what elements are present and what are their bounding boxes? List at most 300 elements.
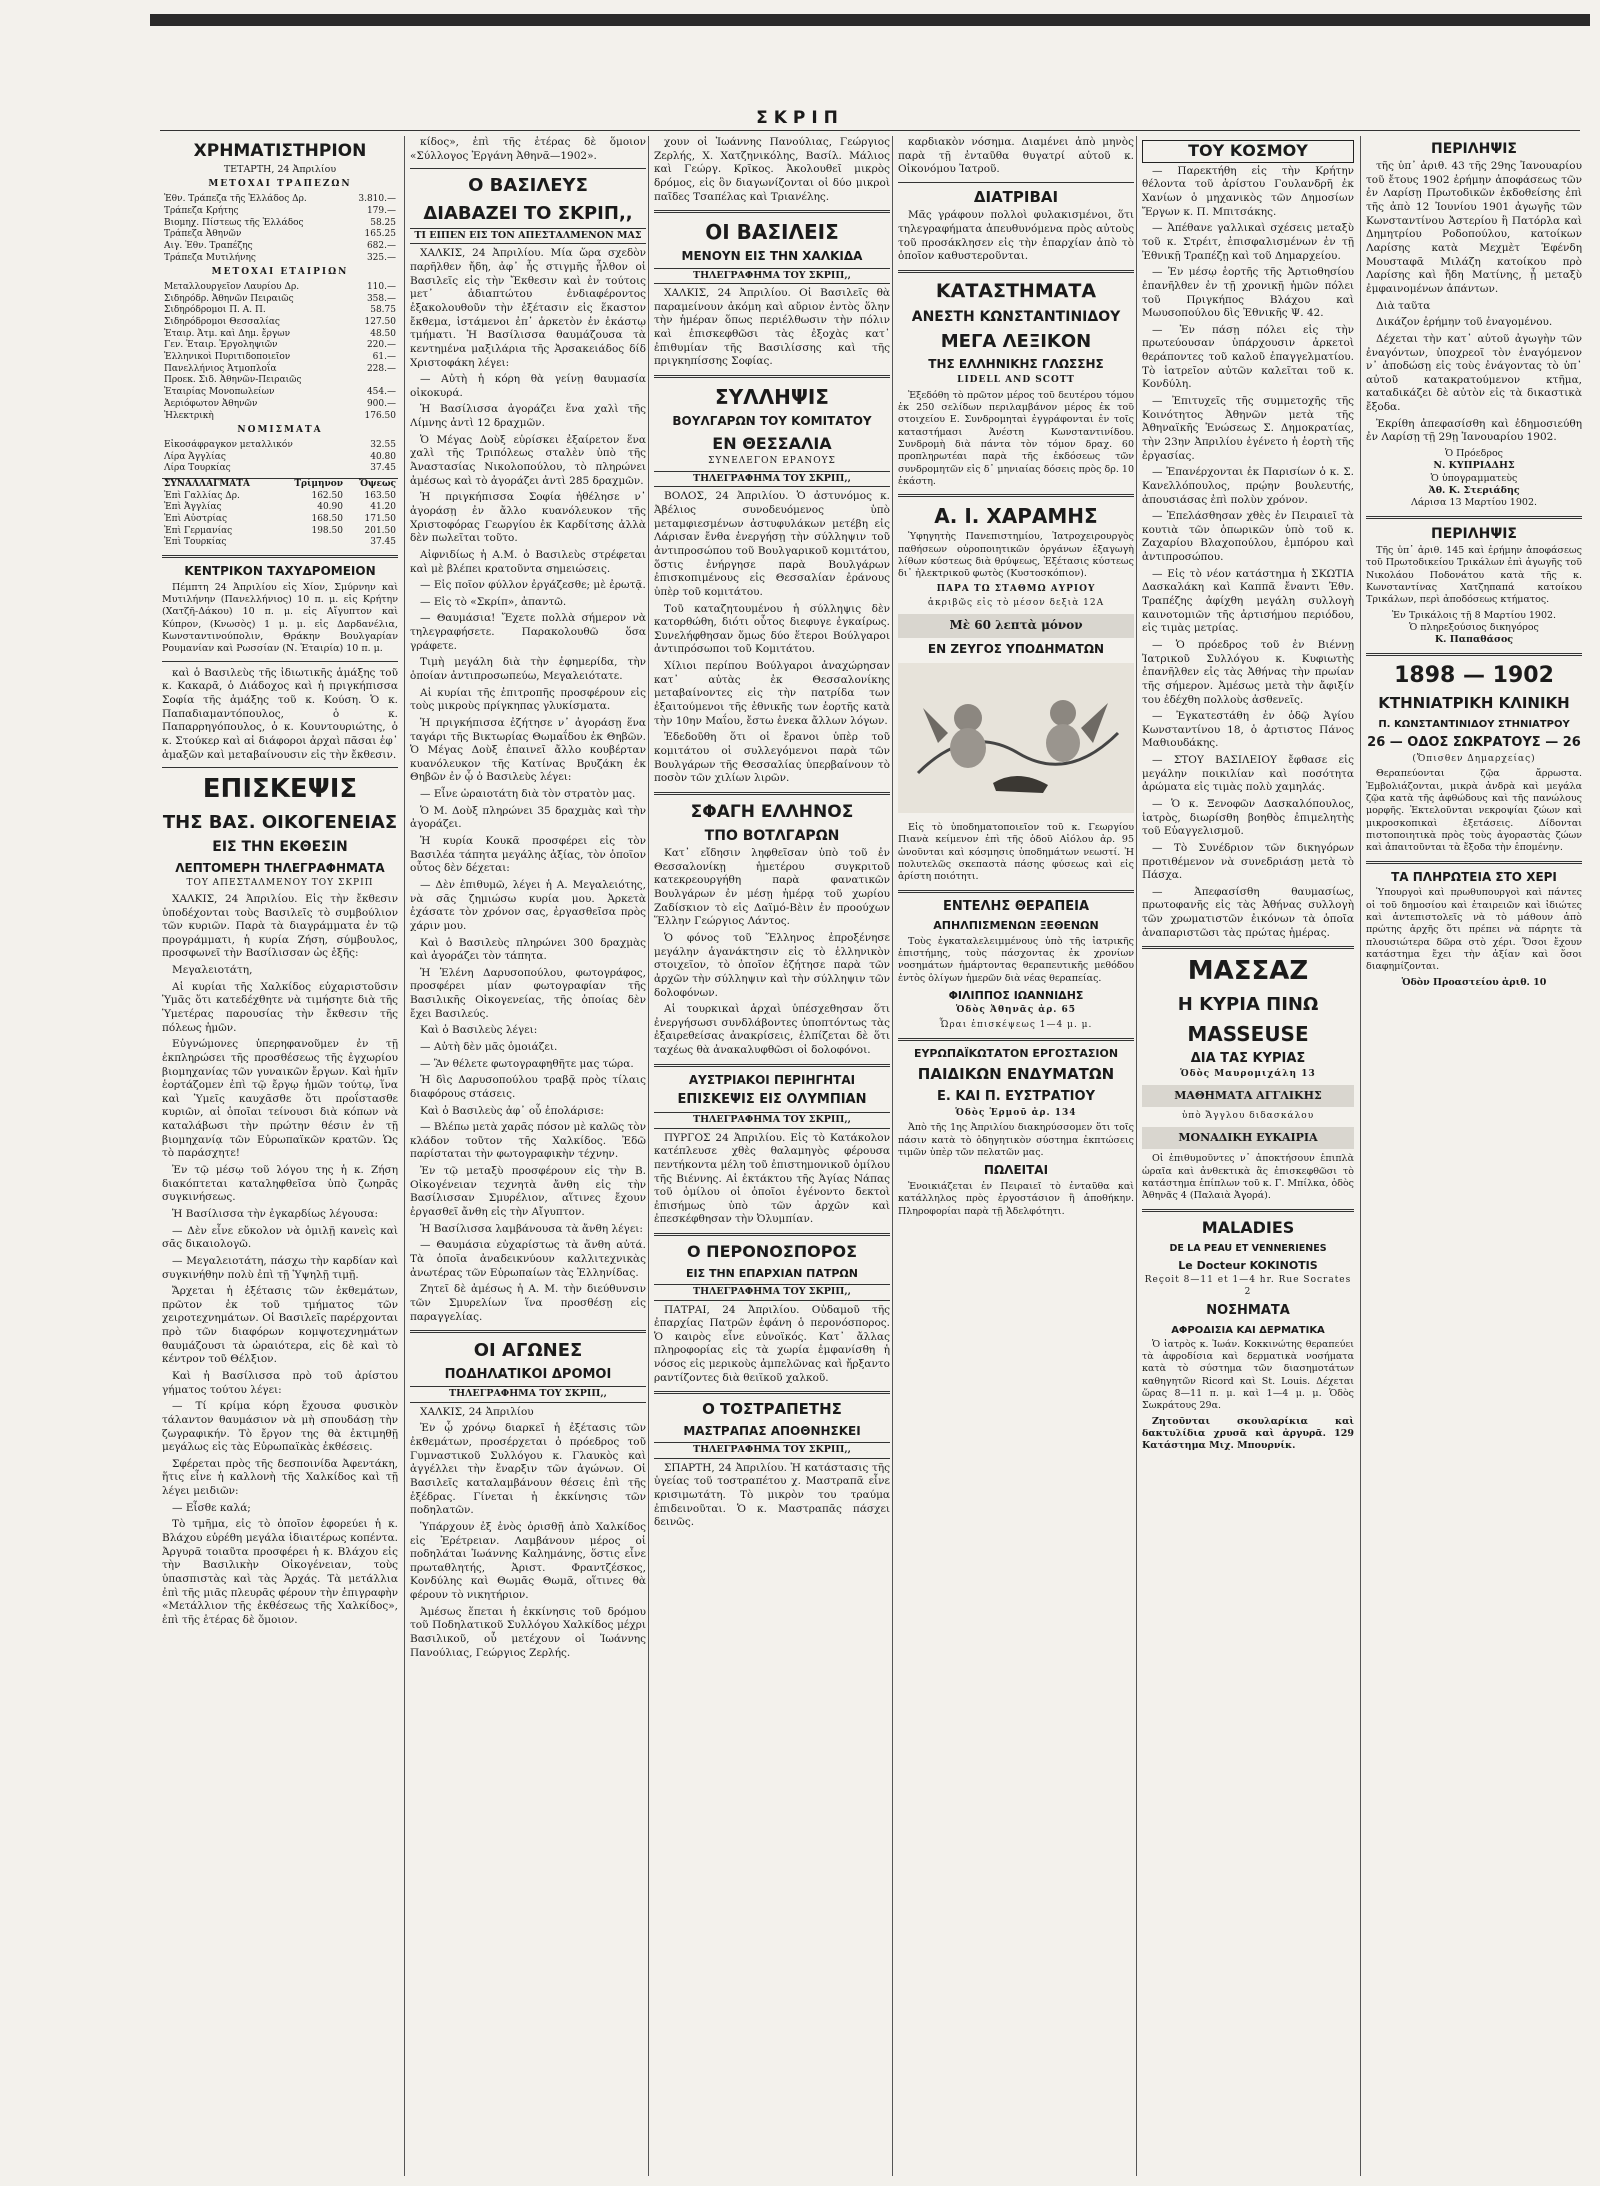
row-value — [277, 537, 345, 549]
austro-telegram: ΤΗΛΕΓΡΑΦΗΜΑ ΤΟΥ ΣΚΡΙΠ,, — [654, 1112, 890, 1128]
massage-subtitle-2: ΔΙΑ ΤΑΣ ΚΥΡΙΑΣ — [1190, 1050, 1306, 1066]
slaughter-article — [654, 847, 890, 1058]
article-paragraph: Ἐδεδοῦθη ὅτι οἱ ἔρανοι ὑπὲρ τοῦ κομιτάτου οἱ συλλεγόμενοι παρὰ τῶν Βουλγάρων τῆς Θεσσαλίας ὑπερβαίνουν τὸ ποσὸν τῶν χιλίων λιρῶν. — [654, 731, 890, 785]
vet-address: 26 — ΟΔΟΣ ΣΩΚΡΑΤΟΥΣ — 26 — [1367, 734, 1581, 750]
row-value: 37.45 — [370, 463, 396, 474]
article-paragraph: Ὁ Μέγας Δοὺξ εὑρίσκει ἐξαίρετον ἕνα χαλὶ τῆς Τριπόλεως σταλὲν ὑπὸ τῆς Ἀναστασίας Νικολοπούλου, τὸ πληρώνει ἀμέσως καὶ τὸ ἀγοράζει ἀντὶ 285 δραχμῶν. — [410, 433, 646, 487]
arrest-title: ΣΥΛΛΗΨΙΣ — [715, 384, 829, 409]
visit-title: ΕΠΙΣΚΕΨΙΣ — [202, 774, 358, 805]
row-label: Βιομηχ. Πίστεως τῆς Ἑλλάδος — [164, 217, 304, 228]
english-lessons-title: ΜΑΘΗΜΑΤΑ ΑΓΓΛΙΚΗΣ — [1142, 1085, 1354, 1107]
col3-top-text: χουν οἱ Ἰωάννης Πανούλιας, Γεώργιος Ζερλής, Χ. Χατζηνικόλης, Βασίλ. Μάλιος καὶ Γεώργ. Κρῖκος. Ἀκολουθεῖ μικρὸς δρόμος, εἰς ὃν διαγωνίζονται οἱ δύο μικροὶ παῖδες Τσαπέλας καὶ Τριανέλης. — [654, 136, 890, 203]
column-divider — [892, 136, 893, 2176]
row-label: Ἐπὶ Τουρκίας — [164, 537, 227, 548]
tost-telegram: ΤΗΛΕΓΡΑΦΗΜΑ ΤΟΥ ΣΚΡΙΠ,, — [654, 1442, 890, 1458]
news-item: — Εἰς τὸ νέον κατάστημα ἡ ΣΚΩΤΙΑ Δασκαλάκη καὶ Καππᾶ ἔναντι Ἐθν. Τραπέζης ἀφίχθη μεγάλη συλλογὴ καινοτομιῶν τῆς ἀρτισήμου περιόδου, εἰς τιμὰς μετρίας. — [1142, 567, 1354, 635]
bank-row — [162, 206, 398, 218]
shoe-ad-price: Μὲ 60 λεπτὰ μόνον — [949, 618, 1083, 633]
lexicon-subtitle: ΤΗΣ ΕΛΛΗΝΙΚΗΣ ΓΛΩΣΣΗΣ — [928, 357, 1104, 372]
article-paragraph: — Βλέπω μετὰ χαρᾶς πόσον μὲ καλῶς τὸν κλάδον τοῦτον τῆς Χαλκίδος. Ἐδῶ παρίσταται τὴν φωτογραφικὴν τέχνην. — [410, 1121, 646, 1161]
section-rule — [410, 168, 646, 169]
row-value: 220.— — [366, 340, 396, 351]
article-paragraph: Καὶ ὁ Βασιλεὺς λέγει: — [420, 1024, 538, 1037]
row-label: Σιδηρόδρομοι Π. Α. Π. — [164, 305, 266, 316]
section-rule — [654, 1233, 890, 1236]
maladies-subtitle: DE LA PEAU ET VENNERIENES — [1169, 1242, 1327, 1254]
article-paragraph: Ζητεῖ δὲ ἀμέσως ἡ Α. Μ. τὴν διεύθυνσιν τῶν Σμυρελίων ἵνα προσθέσῃ εἰς παραγγελίας. — [410, 1283, 646, 1323]
austro-text: ΠΥΡΓΟΣ 24 Ἀπριλίου. Εἰς τὸ Κατάκολον κατέπλευσε χθὲς θαλαμηγὸς φέρουσα πεντήκοντα μέλη τοῦ ἐπιστημονικοῦ ὁμίλου τῆς Βιέννης. Αἱ ἐκτάκτου τῆς Ἀγίας Νάπας τοῦ ὁμίλου οἱ ὁποῖοι ἐγένοντο δεκτοὶ ἐπισήμως ὑπὸ τῶν ἀρχῶν καὶ ἐπεσκέφθησαν τὴν Ὀλυμπίαν. — [654, 1131, 890, 1226]
article-paragraph: Ὁ Μ. Δοὺξ πληρώνει 35 δραχμὰς καὶ τὴν ἀγοράζει. — [410, 804, 646, 831]
exchange-date: ΤΕΤΑΡΤΗ, 24 Ἀπριλίου — [223, 164, 337, 176]
arrest-article — [654, 490, 890, 785]
fx-row — [162, 526, 398, 538]
shoe-ad-subtitle: ΕΝ ΖΕΥΓΟΣ ΥΠΟΔΗΜΑΤΩΝ — [927, 641, 1105, 656]
maladies-doctor: Le Docteur KOKINOTIS — [1178, 1258, 1318, 1272]
row-label: Πανελλήνιος Ἀτμοπλοΐα — [164, 363, 277, 374]
article-paragraph: Κατ᾽ εἴδησιν ληφθεῖσαν ὑπὸ τοῦ ἐν Θεσσαλονίκῃ ἡμετέρου συγκριτοῦ κατεκρεουργήθη παρὰ φανατικῶν Βουλγάρων ἐν μέσῃ ἡμέρᾳ τοῦ χωρίου Ζαδίσκιον τὸ εἰς Δαϊμό-Βὲιν ἐν προούχων Ἕλλην Γεώργιος Λάντος. — [654, 847, 890, 928]
lexicon-title: ΜΕΓΑ ΛΕΞΙΚΟΝ — [940, 330, 1092, 352]
row-value: 163.50 — [364, 490, 396, 501]
therapy-title: ΕΝΤΕΛΗΣ ΘΕΡΑΠΕΙΑ — [942, 898, 1090, 914]
fx-table — [162, 478, 398, 549]
news-item: — Ὁ κ. Ξενοφῶν Δασκαλόπουλος, ἰατρὸς, διωρίσθη βοηθὸς ἐπιμελητὴς τοῦ Εὐαγγελισμοῦ. — [1142, 797, 1354, 838]
massage-brand: MASSEUSE — [1187, 1021, 1309, 1046]
doctor-text: Ὑφηγητὴς Πανεπιστημίου, Ἰατροχειρουργὸς παθήσεων οὐροποιητικῶν ὀργάνων ἐξαγωγὴ λίθων κύστεως διὰ θρύψεως, Ἐξέτασις κύστεως δι᾽ ἠλεκτρικοῦ φωτὸς (Κυστοσκόπιον). — [898, 531, 1134, 580]
article-paragraph: — Θαυμάσια! Ἔχετε πολλὰ σήμερον νὰ τηλεγραφήσετε. Παρακολουθῶ ὅσα γράφετε. — [410, 612, 646, 652]
article-paragraph: Ἀμέσως ἕπεται ἡ ἐκκίνησις τοῦ δρόμου τοῦ Ποδηλατικοῦ Συλλόγου Χαλκίδος μέχρι Βασιλικοῦ, οὗ μετέχουν οἱ Ἰωάννης Πανούλιας, Γεώργιος Ζερλής. — [410, 1605, 646, 1659]
section-rule — [898, 494, 1134, 497]
cherub-illustration — [898, 663, 1134, 813]
row-value: 179.— — [366, 205, 396, 216]
doctor-place: ΠΑΡΑ ΤΩ ΣΤΑΘΜΩ ΑΥΡΙΟΥ — [936, 583, 1096, 594]
row-value: 165.25 — [364, 229, 396, 240]
article-paragraph: Ἡ πριγκήπισσα ἐζήτησε ν᾽ ἀγοράσῃ ἕνα ταγάρι τῆς Βικτωρίας Θωμαΐδου ἐκ Θηβῶν. Ὁ Μέγας Δοὺξ ἐπαινεῖ ἄλλο κουβέρταν κυανόλευκον τῆς Κατίνας Βρυζάκη ἐκ Θηβῶν ἐν ᾧ ὁ Βασιλεὺς λέγει: — [410, 716, 646, 784]
section-rule — [898, 182, 1134, 183]
row-label: Αιγ. Ἐθν. Τραπέζης — [164, 240, 253, 251]
agones-article — [410, 1406, 646, 1661]
coins-table — [162, 440, 398, 475]
article-paragraph: — Εἶσθε καλά; — [172, 1501, 251, 1514]
post-title: ΚΕΝΤΡΙΚΟΝ ΤΑΧΥΔΡΟΜΕΙΟΝ — [184, 564, 376, 579]
row-value: 171.50 — [364, 514, 396, 524]
column-2 — [410, 136, 646, 2176]
fx-header-cell: Τρίμηνον — [294, 478, 343, 489]
president-name: Ν. ΚΥΠΡΙΑΔΗΣ — [1433, 460, 1515, 472]
diseases-text: Ὁ ἰατρὸς κ. Ἰωάν. Κοκκινώτης θεραπεύει τὰ ἀφροδίσια καὶ δερματικὰ νοσήματα κατὰ τὸ σύστημα τῶν διασημοτάτων καθηγητῶν Ricord καὶ St. Louis. Δέχεται ὥρας 8—11 π. μ. καὶ 1—4 μ. μ. Ὁδὸς Σωκράτους 29α. — [1142, 1338, 1354, 1412]
unique-offer-title: ΜΟΝΑΔΙΚΗ ΕΥΚΑΙΡΙΑ — [1142, 1127, 1354, 1149]
row-value: 37.45 — [370, 537, 396, 548]
article-paragraph: Δέχεται τὴν κατ᾽ αὐτοῦ ἀγωγὴν τῶν ἐναγόντων, ὑποχρεοῖ τὸν ἐναγόμενον ν᾽ ἀποδώσῃ εἰς τοὺς ἐνάγοντας τὸ ὑπ᾽ αὐτοῦ κατακρατούμενον κτῆμα, καταδικάζει δὲ αὐτὸν εἰς τὰ δικαστικὰ ἔξοδα. — [1366, 332, 1582, 414]
jewelry-text: Ζητοῦνται σκουλαρίκια καὶ δακτυλίδια χρυσᾶ καὶ ἀργυρᾶ. 129 Κατάστημα Μιχ. Μπουρνίκ. — [1142, 1415, 1354, 1452]
article-paragraph: ΧΑΛΚΙΣ, 24 Ἀπριλίου. Εἰς τὴν ἔκθεσιν ὑποδέχονται τοὺς Βασιλεῖς τὸ συμβούλιον τῶν κυριῶν. Παρὰ τὰ διαγράμματα ἐν τῷ προγράμματι, ἡ κυρία Ζήση, σύμβουλος, προσφωνεῖ τὴν Βασίλισσαν ὡς ἑξῆς: — [162, 892, 398, 960]
king-title-2: ΔΙΑΒΑΖΕΙ ΤΟ ΣΚΡΙΠ,, — [423, 202, 633, 224]
kings-text: ΧΑΛΚΙΣ, 24 Ἀπριλίου. Οἱ Βασιλεῖς θὰ παραμείνουν ἀκόμη καὶ αὔριον ἐντὸς ὅλην τὴν ἡμέραν ὅπως περιέλθωσιν τὴν πόλιν καὶ ἐπισκεφθῶσι τὰς ἐξοχὰς κατ᾽ ἐπιθυμίαν τῆς Βασιλίσσης καὶ τῆς πριγκηπίσσης Σοφίας. — [654, 287, 890, 368]
article-paragraph: Ἡ Βασίλισσα ἀγοράζει ἕνα χαλὶ τῆς Λίμνης ἀντὶ 12 δραχμῶν. — [410, 403, 646, 430]
article-paragraph: — Θαυμάσια εὐχαρίστως τὰ ἄνθη αὐτά. Τὰ ὁποῖα ἀναδεικνύουν καλλιτεχνικὰς ἀνωτέρας τῶν Εὐρωπαίων τὰς Ἑλληνίδας. — [410, 1239, 646, 1279]
article-paragraph: Τιμὴ μεγάλη διὰ τὴν ἐφημερίδα, τὴν ὁποίαν ἀντιπροσωπεύω, Μεγαλειότατε. — [410, 656, 646, 682]
section-rule — [1366, 861, 1582, 864]
arrest-telegram: ΤΗΛΕΓΡΑΦΗΜΑ ΤΟΥ ΣΚΡΙΠ,, — [654, 471, 890, 487]
philippos-name: ΦΙΛΙΠΠΟΣ ΙΩΑΝΝΙΔΗΣ — [948, 989, 1084, 1003]
article-paragraph: Αἱ κυρίαι τῆς ἐπιτροπῆς προσφέρουν εἰς τοὺς μικροὺς πρίγκηπας γλυκίσματα. — [410, 686, 646, 713]
row-value: 32.55 — [370, 439, 396, 450]
fx-row — [162, 514, 398, 526]
row-value: 127.50 — [364, 317, 396, 327]
vet-title: ΚΤΗΝΙΑΤΡΙΚΗ ΚΛΙΝΙΚΗ — [1378, 694, 1570, 713]
article-paragraph: Αἰφνιδίως ἡ Α.Μ. ὁ Βασιλεὺς στρέφεται καὶ μὲ βλέπει κρατοῦντα σημειώσεις. — [410, 548, 646, 575]
row-label: Ἑταιρίας Μονοπωλείων — [164, 387, 275, 398]
column-divider — [404, 136, 405, 2176]
news-item: — Ἀπεφασίσθη θαυμασίως, πρωτοφανῆς εἰς τὰς Ἀθήνας συλλογὴ τῶν χρωματιστῶν ἐικόνων τὰ ὁποῖα ἀναπαριστῶσι τὰς πρώτας ἡμέρας. — [1142, 885, 1354, 939]
bank-row — [162, 218, 398, 230]
news-item: — Ἀπέθανε γαλλικαὶ σχέσεις μεταξὺ τοῦ κ. Στρέιτ, ἐπισφαλισμένων ἐν τῇ Ἐθνικῇ Τραπέζῃ καὶ τοῦ Δημαρχείου. — [1142, 222, 1354, 262]
row-value: 110.— — [366, 281, 396, 292]
paid-title: ΤΑ ΠΛΗΡΩΤΕΙΑ ΣΤΟ ΧΕΡΙ — [1391, 869, 1557, 884]
article-paragraph: Αἱ κυρίαι τῆς Χαλκίδος εὐχαριστοῦσιν Ὑμᾶς ὅτι κατεδέχθητε νὰ τιμήσητε διὰ τῆς Ὑμετέρας παρουσίας τὴν ἔκθεσιν τῆς πόλεως ἡμῶν. — [162, 980, 398, 1034]
article-paragraph: Καὶ ὁ Βασιλεὺς ἀφ᾽ οὗ ἐπολάρισε: — [420, 1104, 604, 1117]
article-paragraph: Ἄρχεται ἡ ἐξέτασις τῶν ἐκθεμάτων, πρῶτον ἐκ τοῦ τμήματος τῶν χειροτεχνημάτων. Οἱ Βασιλεῖς παρέρχονται πρὸ τῶν διαφόρων κομψοτεχνημάτων θαυμάζουσι τὰ ὡραιότερα, εἰς δὲ καὶ τὸ κέντρον τοῦ Θέλξιον. — [162, 1285, 398, 1366]
article-paragraph: — Δὲν ἐπιθυμῶ, λέγει ἡ Α. Μεγαλειότης, νὰ σᾶς ζημιώσω κυρία μου. Ἀρκετὰ ἐχάσατε τὸν χρόνον σας, ἐργασθεῖσα πρὸς χάριν μου. — [410, 878, 646, 932]
row-label: Ἐπὶ Αὐστρίας — [164, 514, 228, 524]
section-rule — [1142, 1209, 1354, 1212]
row-value: 325.— — [366, 252, 396, 263]
news-item: — Ἐν πάσῃ πόλει εἰς τὴν πρωτεύουσαν ὑπάρχουσιν ἀρκετοὶ θεράποντες τοῦ καλοῦ ἐπαγγελματίου. Τὸ ἱατρεῖον αὐτῶν καλεῖται τοῦ κ. Κονδύλη. — [1142, 323, 1354, 391]
news-item: — Ἐγκατεστάθη ἐν ὁδῷ Ἀγίου Κωνσταντίνου 18, ὁ ἀρτιστος Πάνος Μαθιουδάκης. — [1142, 710, 1354, 750]
article-paragraph: — Ἂν θέλετε φωτογραφηθῆτε μας τώρα. — [420, 1057, 634, 1070]
column-6 — [1366, 136, 1582, 2176]
slaughter-title: ΣΦΑΓΗ ΕΛΛΗΝΟΣ — [690, 801, 854, 822]
summary-text-2: Τῆς ὑπ᾽ ἀριθ. 145 καὶ ἐρήμην ἀποφάσεως τοῦ Πρωτοδικείου Τρικάλων ἐπὶ ἀγωγῆς τοῦ Νικολάου Ποδονάτου κατὰ τῆς κ. Κωνσταντίνας Χατζηπαπά κατοίκου Τρικάλων, περὶ ἀποδόσεως κτήματος. — [1366, 544, 1582, 606]
row-label: Γεν. Ἑταιρ. Ἐργοληψιῶν — [164, 340, 278, 351]
row-value: 682.— — [366, 240, 396, 251]
article-paragraph: Καὶ ἡ Βασίλισσα πρὸ τοῦ ἀρίστου γήματος τούτου λέγει: — [162, 1370, 398, 1396]
lawyer-name: Κ. Παπαθάσος — [1434, 634, 1514, 646]
summary-title: ΠΕΡΙΛΗΨΙΣ — [1431, 141, 1517, 157]
fx-row — [162, 491, 398, 503]
agones-telegram: ΤΗΛΕΓΡΑΦΗΜΑ ΤΟΥ ΣΚΡΙΠ,, — [410, 1386, 646, 1402]
row-value: 168.50 — [311, 514, 343, 524]
section-rule — [162, 767, 398, 768]
row-value: 162.50 — [311, 490, 343, 501]
tost-text: ΣΠΑΡΤΗ, 24 Ἀπριλίου. Ἡ κατάστασις τῆς ὑγείας τοῦ τοστραπέτου χ. Μαστραπᾶ εἶνε κρισιμωτάτη. Τὸ μικρὸν του τραύμα ἐπιδεινοῦται. Ὁ κ. Μαστραπᾶς πάσχει δεινῶς. — [654, 1461, 890, 1529]
article-paragraph: Μεγαλειοτάτη, — [172, 964, 253, 977]
article-paragraph: ΧΑΛΚΙΣ, 24 Ἀπριλίου. Μία ὥρα σχεδὸν παρῆλθεν ἤδη, ἀφ᾽ ἧς στιγμῆς ἦλθον οἱ Βασιλεῖς εἰς τὴν Ἔκθεσιν καὶ ἐν τούτοις μετ᾽ ἀδιαπτώτου ἐνδιαφέροντος ἐξακολουθοῦν τὴν ἐξέτασιν εἰς ἕκαστον ἔκθεμα, ἰστάμενοι ἐπ᾽ ἀρκετὸν ἐν ἑκάστῳ τμήματι. Ἡ Βασίλισσα θαυμάζουσα τὰ κεντημένα μαξιλάρια τῆς Ἀρσακειάδος δίδ Χριστοφάκη λέγει: — [410, 247, 646, 369]
company-row — [162, 340, 398, 352]
article-paragraph: — Αὐτὴ δὲν μᾶς ὁμοιάζει. — [420, 1041, 558, 1053]
row-value: 58.75 — [370, 305, 396, 316]
section-rule — [654, 375, 890, 378]
diatr-text: Μᾶς γράφουν πολλοὶ φυλακισμένοι, ὅτι τηλεγραφήματα ἀπευθυνόμενα πρὸς αὐτοὺς τοῦ προσάκλησεν εἰς τὴν ἐπαρχίαν ἀπὸ τὸ ὁποῖον καθυστεροῦνται. — [898, 209, 1134, 263]
row-value: 40.90 — [317, 502, 343, 513]
row-label: Ἐθν. Τράπεζα τῆς Ἑλλάδος Δρ. — [164, 194, 307, 205]
article-paragraph: — Αὐτὴ ἡ κόρη θὰ γείνῃ θαυμασία οἰκοκυρά. — [410, 373, 646, 399]
news-item: — Ἐπανέρχονται ἐκ Παρισίων ὁ κ. Σ. Κανελλόπουλος, πρῴην βουλευτής, ἀπουσιάσας ἐπὶ πολὺν χρόνον. — [1142, 466, 1354, 506]
secretary-name: Ἀθ. Κ. Στεριάδης — [1428, 485, 1520, 497]
article-paragraph: Ἡ Ἑλένη Δαρυσοπούλου, φωτογράφος, προσφέρει μίαν φωτογραφίαν τῆς Βασιλικῆς Οἰκογενείας, τῆς ὁποίας δὲν ἔχει Βασιλεύς. — [410, 966, 646, 1020]
visit-article — [162, 893, 398, 1628]
row-label: Ἀεριόφωτον Ἀθηνῶν — [164, 398, 258, 409]
column-1 — [162, 136, 398, 2176]
lexicon-text: Ἐξεδόθη τὸ πρῶτον μέρος τοῦ δευτέρου τόμου ἐκ 250 σελίδων περιλαμβάνον μέρος ἐκ τοῦ στοιχείου Ε. Συνδρομηταὶ ἐγγράφονται ἐν τοῖς καταστήμασι Ἀνέστη Κωνσταντινίδου. Συνδρομὴ διὰ πάντα τὸν τόμον δραχ. 60 προπληρωτέαι παρὰ τῆς ἐκδόσεως τῶν συνδρομητῶν εἰς δ᾽ μηνιαίας δόσεις πρὸς δρ. 10 ἑκάστη. — [898, 389, 1134, 487]
clothes-address: Ὁδὸς Ἑρμοῦ ἀρ. 134 — [955, 1107, 1077, 1118]
article-paragraph: Χίλιοι περίπου Βούλγαροι ἀναχώρησαν κατ᾽ αὐτὰς ἐκ Θεσσαλονίκης μεταβαίνοντες εἰς τὴν πατρίδα των ἐξαιτούμενοι τῆς ἐθνικῆς των ἑορτῆς κατὰ τὴν 10ην Μαΐου, ἔστω ἐνεκα ἄλλων λόγων. — [654, 660, 890, 727]
company-row — [162, 387, 398, 399]
article-paragraph: Ἐν ᾧ χρόνῳ διαρκεῖ ἡ ἐξέτασις τῶν ἐκθεμάτων, προσέρχεται ὁ πρόεδρος τοῦ Γυμναστικοῦ Συλλόγου κ. Γλαυκὸς καὶ ἀγγέλλει τὴν ἔναρξιν τῶν ἀγώνων. Οἱ Βασιλεῖς καταλαμβάνουν θέσεις ἐπὶ τῆς ἐξέδρας. Γίνεται ἡ ἐκκίνησις τῶν ποδηλατῶν. — [410, 1422, 646, 1517]
summary-date-2: Ἐν Τρικάλοις τῇ 8 Μαρτίου 1902. — [1391, 609, 1557, 621]
section-rule — [898, 890, 1134, 893]
news-item: — Ἐπελάσθησαν χθὲς ἐν Πειραιεῖ τὰ κουτιὰ τῶν ὁπωρικῶν ὑπὸ τοῦ κ. Ζαχαρίου Βλαχοπούλου, ἐμπόρου καὶ ἀντιπροσώπου. — [1142, 510, 1354, 564]
article-paragraph: — Εἰς τὸ «Σκρίπ», ἀπαντῶ. — [420, 595, 567, 608]
vet-text: Θεραπεύονται ζῷα ἄρρωστα. Ἐμβολιάζονται, μικρὰ ἀνδρὰ καὶ μεγάλα ζῷα κατὰ τῆς ἀφθώδους καὶ τῆς πανώλους μορφῆς. Ἐκτελοῦνται νεκροψίαι ζώων καὶ μικροσκοπικαὶ ἐξετάσεις. Δίδονται πιστοποιητικὰ πρὸς τοὺς ἀγοραστὰς ζώων καὶ ἀπαιτοῦνται τὰ ἔξοδα τὴν ἑπομένην. — [1366, 768, 1582, 854]
article-paragraph: Ἡ Βασίλισσα τὴν ἐγκαρδίως λέγουσα: — [172, 1207, 379, 1220]
row-label: Μεταλλουργεῖον Λαυρίου Δρ. — [164, 281, 300, 292]
company-row — [162, 317, 398, 329]
shop-title: ΚΑΤΑΣΤΗΜΑΤΑ — [935, 279, 1097, 302]
row-value: 201.50 — [364, 525, 396, 536]
row-label: Ἑλληνικοὶ Πυριτιδοποιεῖον — [164, 352, 291, 363]
article-paragraph: — Μεγαλειοτάτη, πάσχω τὴν καρδίαν καὶ συγκινήθην πολὺ ἐπὶ τῇ Ὑψηλῇ τιμῇ. — [162, 1254, 398, 1281]
visit-title-2: ΤΗΣ ΒΑΣ. ΟΙΚΟΓΕΝΕΙΑΣ — [162, 812, 398, 833]
company-row — [162, 364, 398, 376]
row-label: Ἐπὶ Γερμανίας — [164, 525, 233, 536]
visit-subtitle: ΛΕΠΤΟΜΕΡΗ ΤΗΛΕΓΡΑΦΗΜΑΤΑ — [175, 860, 385, 875]
massage-title: ΜΑΣΣΑΖ — [1187, 956, 1309, 987]
news-item: — Παρεκτήθη εἰς τὴν Κρήτην θέλοντα τοῦ ἀρίστου Γουλανδρῆ ἐκ Χανίων ὁ μηχανικὸς τῶν Δημοσίων Ἔργων κ. Π. Μπιτσάκης. — [1142, 164, 1354, 218]
column-5 — [1142, 136, 1354, 2176]
pero-telegram: ΤΗΛΕΓΡΑΦΗΜΑ ΤΟΥ ΣΚΡΙΠ,, — [654, 1284, 890, 1300]
coin-row — [162, 463, 398, 475]
king-title: Ο ΒΑΣΙΛΕΥΣ — [468, 175, 588, 197]
article-paragraph: Ἐν τῷ μέσῳ τοῦ λόγου της ἡ κ. Ζήση διακόπτεται καταληφθεῖσα ὑπὸ ζωηρᾶς συγκινήσεως. — [162, 1164, 398, 1204]
row-label: Τράπεζα Κρήτης — [164, 205, 239, 216]
visit-subtitle-2: ΤΟΥ ΑΠΕΣΤΑΛΜΕΝΟΥ ΤΟΥ ΣΚΡΙΠ — [186, 878, 374, 889]
banks-heading: ΜΕΤΟΧΑΙ ΤΡΑΠΕΖΩΝ — [208, 179, 352, 190]
kings-subtitle: ΜΕΝΟΥΝ ΕΙΣ ΤΗΝ ΧΑΛΚΙΔΑ — [681, 249, 863, 264]
section-rule — [898, 270, 1134, 273]
post-text: Πέμπτη 24 Ἀπριλίου εἰς Χίον, Σμύρνην καὶ Μυτιλήνην (Πανελλήνιος) 10 π. μ. εἰς Κρήτην (Χατζῆ-Δάκου) 10 π. μ. εἰς Αἴγυπτον καὶ Κύπρον, (Κνωσὸς) 1 μ. μ. εἰς Δαρδανέλια, Κωνσταντινούπολιν, Θράκην Βουλγαρίαν Ρουμανίαν καὶ Ρωσσίαν (Ν. Ἑταιρία) 10 π. μ. — [162, 581, 398, 655]
clothes-name: Ε. ΚΑΙ Π. ΕΥΣΤΡΑΤΙΟΥ — [937, 1088, 1095, 1104]
row-value: 58.25 — [370, 217, 396, 228]
doctor-name: Α. Ι. ΧΑΡΑΜΗΣ — [934, 504, 1098, 529]
cheap-text: Ἐνοικιάζεται ἐν Πειραιεῖ τὸ ἐνταῦθα καὶ κατάλληλος πρὸς ἐργοστάσιον ἢ ἀποθήκην. Πληροφορίαι παρὰ τῇ Ἀδελφότητι. — [898, 1180, 1134, 1217]
exchange-title: ΧΡΗΜΑΤΙΣΤΗΡΙΟΝ — [193, 141, 367, 161]
row-value: 176.50 — [364, 410, 396, 421]
paid-address: Ὁδὸν Προαστείου ἀριθ. 10 — [1401, 976, 1547, 988]
arrest-subtitle: ΒΟΥΛΓΑΡΩΝ ΤΟΥ ΚΟΜΙΤΑΤΟΥ — [672, 413, 872, 428]
column-divider — [1360, 136, 1361, 2176]
pero-title: Ο ΠΕΡΟΝΟΣΠΟΡΟΣ — [687, 1242, 857, 1262]
row-label: Προεκ. Σιδ. Ἀθηνῶν-Πειραιῶς — [164, 375, 302, 386]
row-value: 3.810.— — [358, 194, 396, 205]
row-value: 358.— — [366, 293, 396, 304]
vet-subtitle: Π. ΚΩΝΣΤΑΝΤΙΝΙΔΟΥ ΣΤΗΝΙΑΤΡΟΥ — [1378, 718, 1570, 730]
section-rule — [1366, 516, 1582, 519]
article-paragraph: Ἡ κυρία Κουκᾶ προσφέρει εἰς τὸν Βασιλέα τάπητα μεγάλης ἀξίας, τὸν ὁποῖον οὗτος δὲν δέχεται: — [410, 835, 646, 875]
company-row — [162, 375, 398, 387]
section-rule — [654, 1064, 890, 1067]
row-label: Ἠλεκτρικὴ — [164, 410, 214, 421]
coin-row — [162, 440, 398, 452]
company-row — [162, 305, 398, 317]
top-black-bar — [150, 14, 1590, 26]
summary-article — [1366, 160, 1582, 445]
article-paragraph: Ἡ δὶς Δαρυσοπούλου τραβᾷ πρὸς τίλαις διαφόρους στάσεις. — [410, 1074, 646, 1100]
row-label: Ἐπὶ Γαλλίας Δρ. — [164, 490, 240, 501]
article-paragraph: Ἐν τῷ μεταξὺ προσφέρουν εἰς τὴν Β. Οἰκογένειαν τεχνητὰ ἄνθη εἰς τὴν Βασίλισσαν Σμυρέλιον, αἵτινες ἔχουν ἐργασθεῖ ἄνθη εἰς τὴν Αἴγυπτον. — [410, 1165, 646, 1219]
president-label: Ὁ Πρόεδρος — [1444, 448, 1504, 459]
news-item: — Ἐν μέσῳ ἑορτῆς τῆς Ἀρτιοθησίου ἐπανῆλθεν ἐν τῇ χρονικῇ ἡμῶν πόλει τοῦ Πριγκήπος Βλάχου καὶ Μωυσοπούλου δὶς Ἐθνικῆς Ψ. 42. — [1142, 266, 1354, 320]
section-rule — [654, 210, 890, 213]
clothes-title: ΕΥΡΩΠΑΪΚΩΤΑΤΟΝ ΕΡΓΟΣΤΑΣΙΟΝ — [913, 1046, 1119, 1060]
lawyer-label: Ὁ πληρεξούσιος δικηγόρος — [1409, 621, 1539, 633]
maladies-title: MALADIES — [1201, 1217, 1295, 1237]
row-label: Σιδηρόδρ. Ἀθηνῶν Πειραιῶς — [164, 293, 294, 304]
row-label: Τράπεζα Μυτιλήνης — [164, 252, 256, 263]
article-paragraph: Ἡ Βασίλισσα λαμβάνουσα τὰ ἄνθη λέγει: — [420, 1222, 643, 1235]
column-3 — [654, 136, 890, 2176]
visit-title-3: ΕΙΣ ΤΗΝ ΕΚΘΕΣΙΝ — [212, 839, 348, 856]
austro-subtitle: ΕΠΙΣΚΕΨΙΣ ΕΙΣ ΟΛΥΜΠΙΑΝ — [677, 1092, 867, 1108]
diatr-title: ΔΙΑΤΡΙΒΑΙ — [973, 187, 1059, 206]
bank-row — [162, 253, 398, 265]
article-paragraph: τῆς ὑπ᾽ ἀριθ. 43 τῆς 29ης Ἰανουαρίου τοῦ ἔτους 1902 ἐρήμην ἀποφάσεως τῶν ἐν Λαρίσῃ Πρωτοδικῶν ἐκδοθείσης ἐπὶ τῆς ἀπὸ 12 Ἰουνίου 1901 ἀγωγῆς τῶν Κωνσταντίνου Ἀστερίου ἢ Πατόρλα καὶ Δημητρίου Ροδοπούλου, κατοίκων Λαρίσης κατὰ Μεχμὲτ Ἐφένδη Μουσταφᾶ Μιλάζη κατοίκου πρὸ Λαρίσης καὶ ἤδη Ματίνης, ᾗ μεταξὺ ἐμφαινομένων ἀπάντων. — [1366, 160, 1582, 295]
diseases-subtitle: ΑΦΡΟΔΙΣΙΑ ΚΑΙ ΔΕΡΜΑΤΙΚΑ — [1171, 1324, 1325, 1336]
row-value: 900.— — [366, 398, 396, 409]
summary-title-2: ΠΕΡΙΛΗΨΙΣ — [1431, 525, 1517, 542]
agones-title: ΟΙ ΑΓΩΝΕΣ — [473, 1340, 583, 1362]
bank-row — [162, 194, 398, 206]
arrest-subtitle-2: ΕΝ ΘΕΣΣΑΛΙΑ — [712, 433, 832, 453]
article-paragraph: Εὐγνώμονες ὑπερηφανοῦμεν ἐν τῇ ἐκπληρώσει τῆς προσθέσεως τῆς ἐγχωρίου βιομηχανίας τῶν γυναικῶν ἔργων. Καὶ ἡμῖν ἑορτάζομεν ἐπὶ τῷ ἔργῳ ἡμῶν τούτῳ, ἵνα καὶ Ὑμεῖς καυχᾶσθε ὅτι προΐστασθε κυριῶν, αἱ ὁποῖαι τείνουσι διὰ κόπων νὰ καταλάβωσι τὴν πρώτην θέσιν ἐν τῇ βιομηχανίᾳ τῶν Εὐρωπαϊκῶν κρατῶν. Ὡς τὸ παράσχητε! — [162, 1038, 398, 1160]
kings-telegram: ΤΗΛΕΓΡΑΦΗΜΑ ΤΟΥ ΣΚΡΙΠ,, — [654, 268, 890, 284]
vet-years: 1898 — 1902 — [1394, 662, 1554, 688]
fx-header-cell: ΣΥΝΑΛΛΑΓΜΑΤΑ — [164, 478, 250, 489]
article-paragraph: Καὶ ὁ Βασιλεὺς πληρώνει 300 δραχμὰς καὶ ἀγοράζει τὸν τάπητα. — [410, 936, 646, 963]
news-item: — Ὁ πρόεδρος τοῦ ἐν Βιέννῃ Ἰατρικοῦ Συλλόγου κ. Κυφιωτὴς ἐπανῆλθεν εἰς τὰς Ἀθήνας τὴν πρωίαν τῆς σήμερον. Ἀμέσως μετὰ τὴν ἄφιξίν του ἐδέχθη πολλοὺς ἀσθενεῖς. — [1142, 638, 1354, 706]
article-paragraph: Δικάζον ἐρήμην τοῦ ἐναγομένου. — [1376, 316, 1553, 329]
company-row — [162, 282, 398, 294]
therapy-text: Τοὺς ἐγκαταλελειμμένους ὑπὸ τῆς ἰατρικῆς ἐπιστήμης, τοὺς πάσχοντας ἐκ χρονίων νοσημάτων ἡμάρτοντας θεραπευτικῆς μεθόδου ἐντὸς ὀλίγων ἡμερῶν διὰ νέας θεραπείας. — [898, 935, 1134, 984]
article-paragraph: Τὸ τμῆμα, εἰς τὸ ὁποῖον ἐφορεύει ἡ κ. Βλάχου εὐρέθη μεγάλα ἰδιαιτέρως κοπέντα. Ἀργυρᾶ τοιαῦτα προσφέρει ἡ κ. Βλάχου εἰς τὴν Βασιλικὴν Οἰκογένειαν, τοὺς ὑπασπιστὰς καὶ τὰς Ἀρχάς. Τὰ μετάλλια ἐπὶ τῆς μιᾶς πλευρᾶς φέρουν τὴν ἐπιγραφὴν «Μετάλλιον τῆς ἐκθέσεως τῆς Χαλκίδος», ἐπὶ τῆς ἑτέρας δὲ ὅμοιον. — [162, 1518, 398, 1626]
company-row — [162, 411, 398, 423]
larisa-date: Λάρισα 13 Μαρτίου 1902. — [1410, 497, 1538, 509]
clothes-subtitle: ΠΑΙΔΙΚΩΝ ΕΝΔΥΜΑΤΩΝ — [917, 1065, 1115, 1084]
article-paragraph: Ἐκρίθη ἀπεφασίσθη καὶ ἐδημοσιεύθη ἐν Λαρίσῃ τῇ 29ῃ Ἰανουαρίου 1902. — [1366, 417, 1582, 444]
article-paragraph: — Εἶνε ὡραιοτάτη διὰ τὸν στρατὸν μας. — [420, 788, 636, 801]
article-paragraph: — Δὲν εἶνε εὔκολον νὰ ὁμιλῇ κανεὶς καὶ σᾶς δικαιολογῶ. — [162, 1224, 398, 1251]
massage-address: Ὁδὸς Μαυρομιχάλη 13 — [1180, 1069, 1316, 1080]
maladies-hours: Reçoit 8—11 et 1—4 hr. Rue Socrates 2 — [1144, 1275, 1352, 1297]
section-rule — [162, 661, 398, 662]
article-paragraph: ΒΟΛΟΣ, 24 Ἀπριλίου. Ὁ ἀστυνόμος κ. Ἀβέλιος συνοδευόμενος ὑπὸ μεταμφιεσμένων ἀστυφυλάκων μετέβη εἰς Λάρισαν ἔνθα ἐνεργήσῃ τὴν σύλληψιν τοῦ ἀντιπροσώπου τοῦ Βουλγαρικοῦ κομιτάτου, ὅστις ἐνήργησε παρὰ Βουλγάρων ἐπισκοπιμένους εἰς Θεσσαλίαν ἐράνους ὑπὲρ τοῦ κομιτάτου. — [654, 490, 890, 598]
section-rule — [654, 1391, 890, 1394]
pero-subtitle: ΕΙΣ ΤΗΝ ΕΠΑΡΧΙΑΝ ΠΑΤΡΩΝ — [686, 1266, 858, 1280]
row-value: 48.50 — [370, 328, 396, 339]
row-label: Εἰκοσάφραγκον μεταλλικόν — [164, 439, 293, 450]
article-paragraph: Διὰ ταῦτα — [1376, 299, 1431, 312]
company-row — [162, 329, 398, 341]
therapy-subtitle: ΑΠΗΛΠΙΣΜΕΝΩΝ ΞΕΘΕΝΩΝ — [933, 919, 1099, 933]
article-paragraph: — Τί κρίμα κόρη ἔχουσα φυσικὸν τάλαντον θαυμάσιον νὰ μὴ σπουδάσῃ τὴν ζωγραφικήν. Τὸ ἔργον της θὰ ἐκτιμηθῇ μεγάλως εἰς τὰς Εὐρωπαϊκὰς ἐκθέσεις. — [162, 1400, 398, 1454]
tost-title: Ο ΤΟΣΤΡΑΠΕΤΗΣ — [702, 1400, 842, 1419]
arrest-subtitle-3: ΣΥΝΕΛΕΓΟΝ ΕΡΑΝΟΥΣ — [708, 456, 836, 467]
companies-table — [162, 282, 398, 422]
row-value — [351, 375, 398, 387]
paid-text: Ὑπουργοὶ καὶ πρωθυπουργοὶ καὶ πάντες οἱ τοῦ δημοσίου καὶ ἑταιρειῶν καὶ ἰδιώτες καὶ ἀντεπιστολεῖς νὰ τὸ μάθουν ἀπὸ πρώτης ἀρχῆς ὅτι πρέπει νὰ πάρητε τὰ πλουσιώτερα δῶρα στὸ χέρι. Ὅσοι ἔχουν κατάστημα ἔχει τὴν ἀξίαν καὶ ὅσοι διαφημίζονται. — [1366, 887, 1582, 973]
shop-subtitle: ΑΝΕΣΤΗ ΚΩΝΣΤΑΝΤΙΝΙΔΟΥ — [911, 308, 1121, 325]
col2-top-text: κίδος», ἐπὶ τῆς ἑτέρας δὲ ὅμοιον «Σύλλογος Ἐργάνη Ἀθηνᾶ—1902». — [410, 136, 646, 162]
clothes-text: Ἀπὸ τῆς 1ης Ἀπριλίου διακηρύσσομεν ὅτι τοῖς πάσιν κατὰ τὸ ὁδηγητικὸν σύστημα ἐκπτώσεις τιμῶν ὑπὲρ τῶν πελατῶν μας. — [898, 1122, 1134, 1158]
diseases-title: ΝΟΣΗΜΑΤΑ — [1206, 1302, 1290, 1318]
col4-top-text: καρδιακὸν νόσημα. Διαμένει ἀπὸ μηνὸς παρὰ τῇ ἐνταῦθα θυγατρί αὐτοῦ κ. Οἰκονόμου Ἰατροῦ. — [898, 136, 1134, 176]
row-value: 198.50 — [311, 525, 343, 536]
coins-heading: ΝΟΜΙΣΜΑΤΑ — [237, 425, 323, 436]
article-paragraph: Ἡ πριγκήπισσα Σοφία ἠθέλησε ν᾽ ἀγοράσῃ ἐν ἄλλο κυανόλευκον τῆς Χριστοφόρας Γεωργίου ἐκ Καρδίτσης ἀλλὰ δὲν πωλεῖται τοῦτο. — [410, 491, 646, 545]
banks-table — [162, 194, 398, 264]
article-paragraph: Ὑπάρχουν ἐξ ἑνὸς ὀρισθῇ ἀπὸ Χαλκίδος εἰς Ἐρέτρειαν. Λαμβάνουν μέρος οἱ ποδηλάται Ἰωάννης Καλημάνης, ὅστις εἶνε πρωταθλητής, Ἀριστ. Φραντζέσκος, Κονδύλης καὶ Θωμᾶς Θωμᾶ, οἵτινες θὰ φέρουν τὸ νικητήριον. — [410, 1520, 646, 1602]
column-divider — [648, 136, 649, 2176]
english-lessons-text: ὑπὸ Ἄγγλου διδασκάλου — [1181, 1111, 1315, 1122]
news-item: — ΣΤΟΥ ΒΑΣΙΛΕΙΟΥ ἔφθασε εἰς μεγάλην ποικιλίαν καὶ ποσότητα ἀρώματα εἰς τιμὰς πολὺ χαμηλάς. — [1142, 754, 1354, 794]
coin-row — [162, 452, 398, 464]
philippos-hours: Ὧραι ἐπισκέψεως 1—4 μ. μ. — [939, 1020, 1093, 1031]
row-value: 41.20 — [370, 502, 396, 513]
row-label: Ἐπὶ Ἀγγλίας — [164, 502, 222, 513]
section-rule — [1142, 946, 1354, 949]
world-news — [1142, 165, 1354, 941]
shoe-ad-heading — [898, 614, 1134, 638]
article-paragraph: Σφέρεται πρὸς τῆς δεσποινίδα Ἀφεντάκη, ἥτις εἶνε ἡ καλλονὴ τῆς Χαλκίδος καὶ τῇ λέγει μειδιῶν: — [162, 1457, 398, 1498]
king-article — [410, 247, 646, 1324]
column-divider — [1136, 136, 1137, 2176]
austro-title: ΑΥΣΤΡΙΑΚΟΙ ΠΕΡΙΗΓΗΤΑΙ — [688, 1072, 856, 1087]
section-rule — [1366, 653, 1582, 656]
article-paragraph: Τοῦ καταζητουμένου ἡ σύλληψις δὲν κατορθώθη, διότι οὗτος διεφυγε ἐγκαίρως. Συνελήφθησαν ὅμως δύο ἕτεροι Βούλγαροι ἀντιπρόσωποι τοῦ Κομιτάτου. — [654, 602, 890, 656]
lexicon-subtitle-2: LIDELL AND SCOTT — [957, 374, 1075, 385]
news-item: — Ἐπιτυχεῖς τῆς συμμετοχῆς τῆς Κοινότητος Ἀθηνῶν μετὰ τῆς Ἀθηναϊκῆς Ἐνώσεως Σ. Δημοκρατίας, τὴν 23ην Ἀπριλίου ἐγένετο ἡ ἑορτὴ τῆς ἐργασίας. — [1142, 395, 1354, 462]
article-paragraph: Ὁ φόνος τοῦ Ἕλληνος ἐπροξένησε μεγάλην ἀγανάκτησιν εἰς τὸ ἑλληνικὸν στοιχεῖον, τὸ ὁποῖον ἐζήτησε παρὰ τῶν ἀρχῶν τὴν σύλληψιν καὶ τὴν σύλληψιν τῶν δολοφόνων. — [654, 931, 890, 999]
section-rule — [898, 1038, 1134, 1041]
article-paragraph: ΧΑΛΚΙΣ, 24 Ἀπριλίου — [420, 1405, 534, 1418]
vet-address-2: (Ὄπισθεν Δημαρχείας) — [1412, 753, 1536, 764]
company-row — [162, 352, 398, 364]
masthead-rule — [160, 130, 1580, 131]
companies-heading: ΜΕΤΟΧΑΙ ΕΤΑΙΡΙΩΝ — [211, 267, 349, 278]
king-subtitle: ΤΙ ΕΙΠΕΝ ΕΙΣ ΤΟΝ ΑΠΕΣΤΑΛΜΕΝΟΝ ΜΑΣ — [410, 228, 646, 244]
agones-subtitle: ΠΟΔΗΛΑΤΙΚΟΙ ΔΡΟΜΟΙ — [444, 1366, 612, 1382]
row-label: Σιδηρόδρομοι Θεσσαλίας — [164, 317, 280, 327]
shoe-ad-text: Εἰς τὸ ὑποδηματοποιεῖον τοῦ κ. Γεωργίου Πιανὰ κείμενον ἐπὶ τῆς ὁδοῦ Αἰόλου ἀρ. 95 ὠνοῦνται καὶ κόσμησις ὑποδημάτων νεωστί. Ἡ πολυτελῶς σκεπαστὰ πάσης φύσεως καὶ εἰς ἀρίστη ποιότητι. — [898, 821, 1134, 883]
doctor-place-2: ἀκριβῶς εἰς τὸ μέσον δεξιὰ 12Α — [927, 598, 1105, 609]
kings-title: ΟΙ ΒΑΣΙΛΕΙΣ — [705, 220, 839, 245]
newspaper-masthead: ΣΚΡΙΠ — [756, 108, 844, 128]
row-value: 228.— — [366, 363, 396, 374]
bank-row — [162, 229, 398, 241]
slaughter-subtitle: ΤΠΟ ΒΟΤΛΓΑΡΩΝ — [704, 827, 840, 844]
article-paragraph: Αἱ τουρκικαὶ ἀρχαὶ ὑπέσχεθησαν ὅτι ἐνεργήσωσι συνδλάβοντες ὑποπτόντως τὰς ἐξαιρεθείσας ἀνακρίσεις, ἐλπίζεται δὲ ὅτι ταχέως θὰ ἀνακαλυφθῶσι οἱ δολοφόνοι. — [654, 1003, 890, 1057]
row-label: Τράπεζα Ἀθηνῶν — [164, 229, 242, 240]
world-title: ΤΟΥ ΚΟΣΜΟΥ — [1142, 140, 1354, 163]
section-rule — [410, 1330, 646, 1333]
company-row — [162, 399, 398, 411]
fx-header-cell: Ὄψεως — [358, 478, 396, 489]
news-item: — Τὸ Συνέδριον τῶν δικηγόρων προτιθέμενον νὰ συνεδριάσῃ μετὰ τὸ Πάσχα. — [1142, 841, 1354, 882]
row-value: 40.80 — [370, 451, 396, 462]
column-4 — [898, 136, 1134, 2176]
philippos-address: Ὁδὸς Ἀθηνᾶς ἀρ. 65 — [955, 1005, 1077, 1016]
section-rule — [162, 555, 398, 558]
row-value: 454.— — [366, 387, 396, 398]
